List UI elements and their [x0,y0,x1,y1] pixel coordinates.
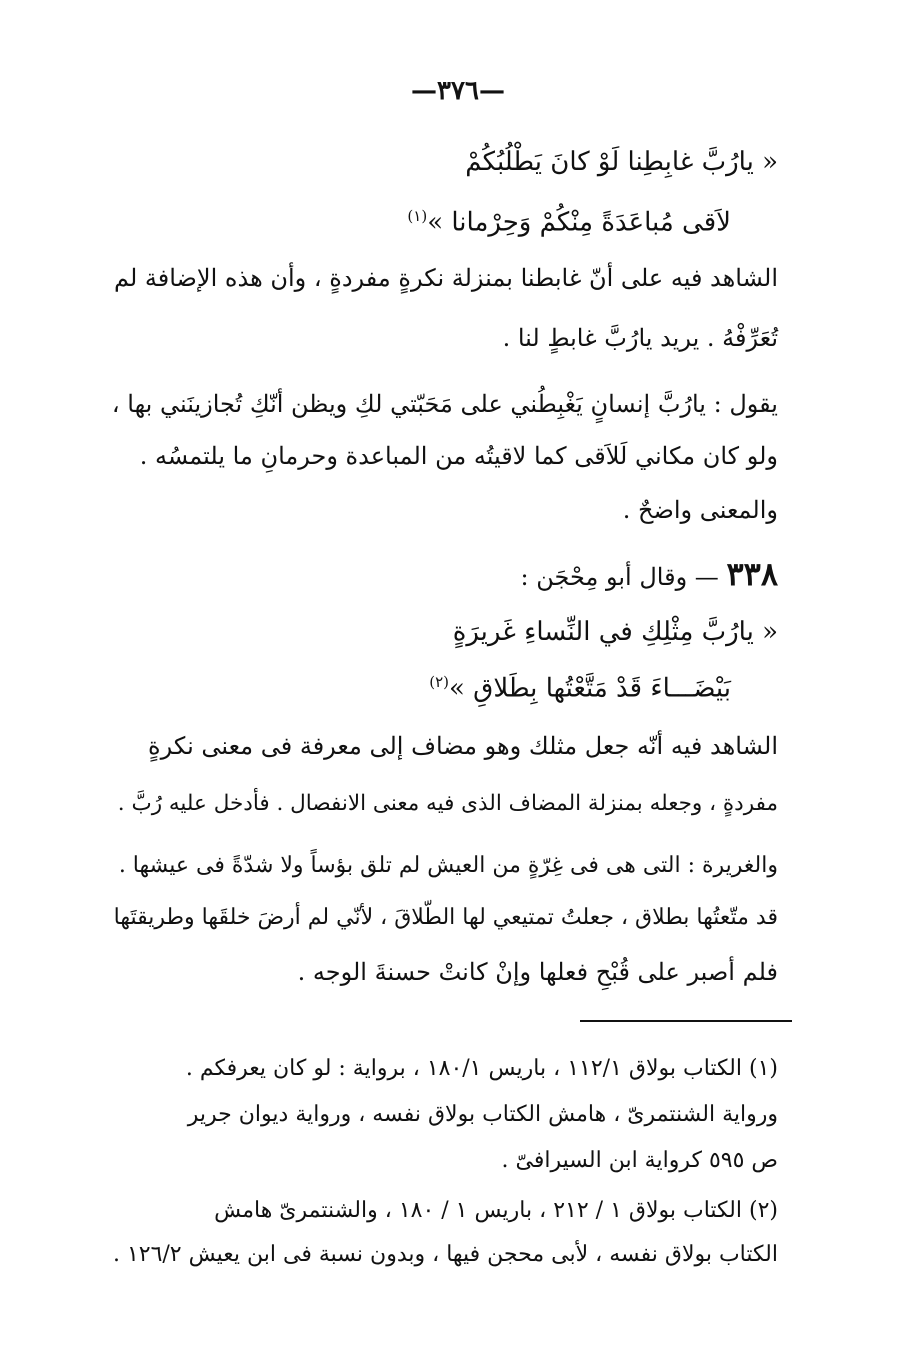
paragraph1-line2: تُعَرِّفْهُ . يريد يارُبَّ غابطٍ لنا . [502,324,778,352]
section-number: ٣٣٨ [726,555,778,593]
footnote2-line2: الكتاب بولاق نفسه ، لأبى محجن فيها ، وبدون نسبة فى ابن يعيش ١٢٦/٢ . [112,1242,778,1267]
verse2-line2 [429,662,731,709]
section-heading [521,552,778,599]
verse2-line2-text: بَيْضَـــاءَ قَدْ مَتَّعْتُها بِطَلاقِ » [449,673,731,704]
paragraph4-line2: قد متّعتُها بطلاق ، جعلتُ تمتيعي لها الطّلاقَ ، لأنّي لم أرضَ خلقَها وطريقتَها [113,905,778,930]
paragraph3-line2: مفردةٍ ، وجعله بمنزلة المضاف الذى فيه معنى الانفصال . فأدخل عليه رُبَّ . [117,791,778,816]
paragraph4-line1: والغريرة : التى هى فى غِرّةٍ من العيش لم تلق بؤساً ولا شدّةً فى عيشها . [118,853,778,878]
footnote1-line2: ورواية الشنتمرىّ ، هامش الكتاب بولاق نفسه ، ورواية ديوان جرير [187,1102,778,1127]
page-number: —٣٧٦— [411,76,505,106]
footnote1-line1: (١) الكتاب بولاق ١١٢/١ ، باريس ١٨٠/١ ، برواية : لو كان يعرفكم . [185,1056,778,1081]
footnote-ref-2[interactable]: (٢) [429,673,449,691]
verse1-line2 [407,196,731,243]
paragraph1-line1: الشاهد فيه على أنّ غابطنا بمنزلة نكرةٍ مفردةٍ ، وأن هذه الإضافة لم [113,264,778,292]
section-intro: — وقال أبو مِحْجَن : [520,563,719,591]
footnote-divider [580,1020,792,1022]
footnote1-line3: ص ٥٩٥ كرواية ابن السيرافىّ . [501,1148,778,1173]
verse1-line2-text: لاَقى مُباعَدَةً مِنْكُمْ وَحِرْمانا » [427,207,731,238]
verse2-line1: « يارُبَّ مِثْلِكِ في النِّساءِ غَريرَةٍ [452,617,778,647]
footnote2-line1: (٢) الكتاب بولاق ١ / ٢١٢ ، باريس ١ / ١٨٠ ، والشنتمرىّ هامش [214,1198,778,1223]
paragraph2-line1: يقول : يارُبَّ إنسانٍ يَغْبِطُني على مَحَبّتي لكِ ويظن أنّكِ تُجازينَني بها ، [111,390,778,418]
paragraph3-line1: الشاهد فيه أنّه جعل مثلك وهو مضاف إلى معرفة فى معنى نكرةٍ [148,732,778,760]
verse1-line1: « يارُبَّ غابِطِنا لَوْ كانَ يَطْلُبُكُمْ [465,147,778,177]
paragraph2-line2: ولو كان مكاني لَلاَقى كما لاقيتُه من المباعدة وحرمانِ ما يلتمسُه . [139,442,778,470]
paragraph4-line3: فلم أصبر على قُبْحِ فعلها وإنْ كانتْ حسنةَ الوجه . [297,958,778,986]
paragraph2-line3: والمعنى واضحٌ . [622,496,778,524]
footnote-ref-1[interactable]: (١) [407,207,428,225]
